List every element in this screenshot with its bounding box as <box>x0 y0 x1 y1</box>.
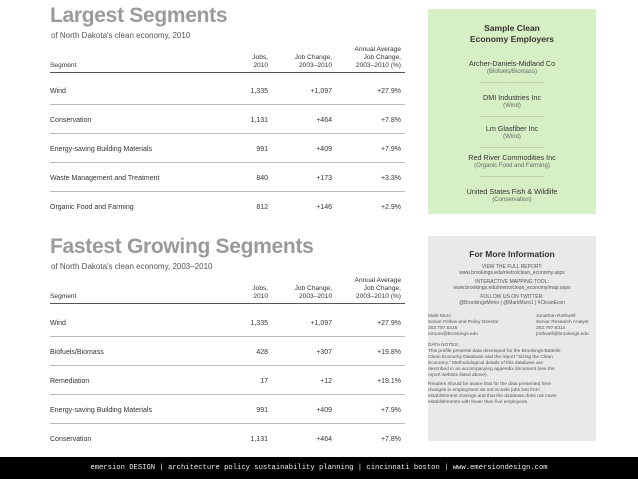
employer-segment: (Wind) <box>503 134 521 140</box>
rothwell-email-link[interactable]: jrothwell@brookings.edu <box>536 332 589 337</box>
row-segment: Energy-saving Building Materials <box>50 146 152 153</box>
row-divider <box>50 394 405 395</box>
row-jobs: 991 <box>256 407 268 414</box>
row-avg: +2.9% <box>380 204 401 211</box>
employer-name: DMI Industries Inc <box>483 93 541 102</box>
row-jobs: 840 <box>256 175 268 182</box>
muro-email-link[interactable]: mmuro@brookings.edu <box>428 332 478 337</box>
row-segment: Conservation <box>50 436 92 443</box>
employer-segment: (Biofuels/Biomass) <box>486 69 537 75</box>
row-jobs: 1,131 <box>250 436 268 443</box>
row-avg: +7.9% <box>380 146 401 153</box>
row-avg: +7.8% <box>380 117 401 124</box>
info-title: For More Information <box>469 249 555 259</box>
largest-header-jobs: Jobs, 2010 <box>252 54 268 69</box>
employers-panel <box>428 9 596 214</box>
row-jobs: 991 <box>256 146 268 153</box>
twitter-label: FOLLOW US ON TWITTER: <box>480 294 544 300</box>
employers-title: Sample Clean Economy Employers <box>469 23 555 44</box>
tool-link[interactable]: www.brookings.edu/metro/clean_economy/map.aspx <box>453 285 571 291</box>
row-change: +409 <box>316 407 332 414</box>
employer-divider: -------------------------- <box>479 174 545 180</box>
twitter-handles[interactable]: @BrookingsMetro | @MarkMuro1 | #CleanEcon <box>459 300 565 306</box>
row-divider <box>50 191 405 192</box>
row-jobs: 1,335 <box>250 320 268 327</box>
largest-header-change: Job Change, 2003–2010 <box>294 54 332 69</box>
row-change: +307 <box>316 349 332 356</box>
row-jobs: 1,335 <box>250 88 268 95</box>
fastest-header-jobs: Jobs, 2010 <box>252 285 268 300</box>
row-change: +464 <box>316 436 332 443</box>
largest-segments-title: Largest Segments <box>50 4 228 27</box>
employer-name: Red River Commodities Inc <box>468 153 556 162</box>
fastest-header-rule <box>50 303 405 304</box>
row-divider <box>50 162 405 163</box>
row-jobs: 812 <box>256 204 268 211</box>
row-change: +1,097 <box>310 88 332 95</box>
row-avg: +19.8% <box>377 349 401 356</box>
employer-segment: (Wind) <box>503 103 521 109</box>
row-divider <box>50 133 405 134</box>
employer-divider: -------------------------- <box>479 80 545 86</box>
row-avg: +7.8% <box>380 436 401 443</box>
report-label: VIEW THE FULL REPORT: <box>481 264 543 270</box>
contact-rothwell: Jonathan Rothwell Senior Research Analyst 202.797.6314 jrothwell@brookings.edu <box>536 314 589 337</box>
tool-label: INTERACTIVE MAPPING TOOL: <box>475 279 549 285</box>
row-segment: Organic Food and Farming <box>50 204 134 211</box>
employer-segment: (Organic Food and Farming) <box>474 163 550 169</box>
fastest-header-avg: Annual Average Job Change, 2003–2010 (%) <box>354 277 401 300</box>
row-change: +1,097 <box>310 320 332 327</box>
row-avg: +3.3% <box>380 175 401 182</box>
employer-divider: -------------------------- <box>479 145 545 151</box>
fastest-header-segment: Segment <box>50 293 77 300</box>
largest-header-segment: Segment <box>50 62 77 69</box>
employer-name: Lm Glasfiber Inc <box>485 124 539 133</box>
data-notes-paragraph-2: Readers should be aware that for the data presented here changes in employment do not include jobs lost from establishment closings and that the database does not cover establishments with fewer than five employees. <box>428 382 557 405</box>
info-panel <box>428 236 596 441</box>
row-segment: Energy-saving Building Materials <box>50 407 152 414</box>
fastest-header-change: Job Change, 2003–2010 <box>294 285 332 300</box>
row-segment: Wind <box>50 320 66 327</box>
row-jobs: 1,131 <box>250 117 268 124</box>
row-segment: Remediation <box>50 378 90 385</box>
row-segment: Waste Management and Treatment <box>50 175 160 182</box>
row-divider <box>50 423 405 424</box>
row-change: +12 <box>320 378 332 385</box>
contact-muro: Mark Muro Senior Fellow and Policy Director 202.797.6315 mmuro@brookings.edu <box>428 314 499 337</box>
largest-header-avg: Annual Average Job Change, 2003–2010 (%) <box>354 46 401 69</box>
row-change: +173 <box>316 175 332 182</box>
data-notes-paragraph-1: This profile presents data developed for the Brookings-Battelle Clean Economy Database and the report "Sizing the Clean Economy." Methodological details of this database are described in an accompanying appendix document (see the report website listed above). <box>428 349 561 378</box>
fastest-segments-subtitle: of North Dakota's clean economy, 2003–2010 <box>51 262 213 271</box>
row-avg: +7.9% <box>380 407 401 414</box>
row-change: +146 <box>316 204 332 211</box>
row-jobs: 428 <box>256 349 268 356</box>
largest-segments-subtitle: of North Dakota's clean economy, 2010 <box>51 31 191 40</box>
employer-name: United States Fish & Wildlife <box>466 187 558 196</box>
employer-name: Archer-Daniels-Midland Co <box>468 59 556 68</box>
footer-bar: emersion DESIGN | architecture policy sustainability planning | cincinnati boston | www.emersiondesign.com <box>0 457 638 479</box>
row-divider <box>50 365 405 366</box>
row-segment: Biofuels/Biomass <box>50 349 104 356</box>
report-link[interactable]: www.brookings.edu/metro/clean_economy.aspx <box>459 270 565 276</box>
row-segment: Wind <box>50 88 66 95</box>
fastest-segments-title: Fastest Growing Segments <box>50 235 314 258</box>
row-divider <box>50 104 405 105</box>
row-jobs: 17 <box>260 378 268 385</box>
largest-header-rule <box>50 72 405 73</box>
row-avg: +19.1% <box>377 378 401 385</box>
row-change: +464 <box>316 117 332 124</box>
row-divider <box>50 336 405 337</box>
employer-divider: -------------------------- <box>479 114 545 120</box>
row-avg: +27.9% <box>377 320 401 327</box>
row-segment: Conservation <box>50 117 92 124</box>
row-change: +409 <box>316 146 332 153</box>
employer-segment: (Conservation) <box>492 197 532 203</box>
data-notes-label: DATA NOTES: <box>428 343 460 348</box>
row-avg: +27.9% <box>377 88 401 95</box>
